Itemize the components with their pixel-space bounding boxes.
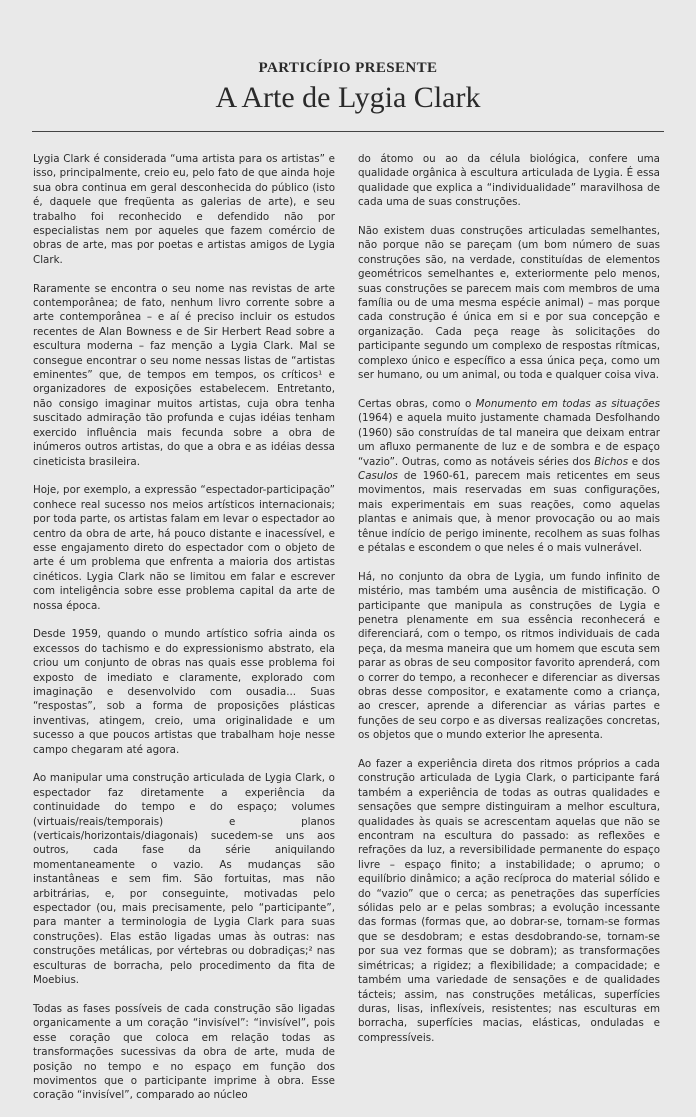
paragraph: [358, 397, 660, 555]
text-run: (1964) e aquela muito justamente chamada Desfolhando (1960) são construídas de tal maneira que deixam entrar um afluxo permanente de luz e de sombra e de espaço “vazio”. Outras, como as notáveis séries dos: [358, 412, 660, 468]
paragraph: Raramente se encontra o seu nome nas revistas de arte contemporânea; de fato, nenhum livro corrente sobre a arte contemporânea – e aí é preciso incluir os estudos recentes de Alan Bowness e de Sir Herbert Read sobre a escultura moderna – faz menção a Lygia Clark. Mal se consegue encontrar o seu nome nessas listas de “artistas eminentes” que, de tempos em tempos, os críticos¹ e organizadores de exposições estabelecem. Entretanto, não consigo imaginar muitos artistas, cuja obra tenha suscitado admiração tão profunda e cujas idéias tenham exercido influência mais fecunda sobre a obra de inúmeros outros artistas, do que a obra e as idéias dessa cineticista brasileira.: [33, 282, 335, 468]
paragraph: Ao manipular uma construção articulada de Lygia Clark, o espectador faz diretamente a experiência da continuidade do tempo e do espaço; volumes (virtuais/reais/temporais) e planos (verticais/horizontais/diagonais) sucedem-se uns aos outros, cada fase da série aniquilando momentaneamente o vazio. As mudanças são instantâneas e sem fim. São fortuitas, mas não arbitrárias, e, por conseguinte, motivadas pelo espectador (ou, mais precisamente, pelo “participante”, para manter a terminologia de Lygia Clark para suas construções). Elas estão ligadas umas às outras: nas construções metálicas, por vértebras ou dobradiças;² nas esculturas de borracha, pelo procedimento da fita de Moebius.: [33, 772, 335, 987]
text-run: de 1960-61, parecem mais reticentes em seus movimentos, mais reservadas em suas configurações, mais experimentais em suas reações, como aquelas plantas e animais que, à menor provocação ou ao mais tênue indício de perigo iminente, recolhem as suas folhas e pétalas e escondem o que neles é o mais vulnerável.: [358, 469, 660, 554]
work-title-italic: Casulos: [358, 469, 398, 482]
text-run: e dos: [628, 455, 660, 468]
work-title-italic: Monumento em todas as situações: [475, 397, 661, 410]
paragraph: Hoje, por exemplo, a expressão “espectador-participação” conhece real sucesso nos meios artísticos internacionais; por toda parte, os artistas falam em levar o espectador ao centro da obra de arte, há pouco distante e inacessível, e esse engajamento direto do espectador com o objeto de arte é um problema que enfrenta a maioria dos artistas cinéticos. Lygia Clark não se limitou em falar e escrever com inteligência sobre esse problema capital da arte de nossa época.: [33, 484, 335, 612]
article-title: A Arte de Lygia Clark: [215, 81, 481, 114]
right-column: [358, 152, 660, 1060]
paragraph: Todas as fases possíveis de cada construção são ligadas organicamente a um coração “invisível”: “invisível”, pois esse coração que coloca em relação todas as transformações sucessivas da obra de arte, muda de posição no tempo e no espaço em função dos movimentos que o participante imprime à obra. Esse coração “invisível”, comparado ao núcleo: [33, 1002, 335, 1102]
paragraph: do átomo ou ao da célula biológica, confere uma qualidade orgânica à escultura articulada de Lygia. É essa qualidade que explica a “individualidade” maravilhosa de cada uma de suas construções.: [358, 153, 660, 209]
paragraph: Há, no conjunto da obra de Lygia, um fundo infinito de mistério, mas também uma ausência de mistificação. O participante que manipula as construções de Lygia e penetra plenamente em sua essência reconhecerá e diferenciará, com o tempo, os ritmos individuais de cada peça, da mesma maneira que um homem que escuta sem parar as obras de seu compositor favorito aprenderá, com o correr do tempo, a reconhecer e diferenciar as diversas obras desse compositor, e exatamente como a criança, ao crescer, aprende a diferenciar as várias partes e funções de seu corpo e as diversas realizações concretas, os objetos que o mundo exterior lhe apresenta.: [358, 570, 660, 742]
title-divider: [32, 131, 664, 132]
paragraph: Desde 1959, quando o mundo artístico sofria ainda os excessos do tachismo e do expressionismo abstrato, ela criou um conjunto de obras nas quais esse problema foi exposto de imediato e claramente, explorado com imaginação e desenvolvido com ousadia... Suas “respostas”, sob a forma de proposições plásticas inventivas, atingem, creio, uma originalidade e um sucesso a que poucos artistas que trabalham hoje nesse campo chegaram até agora.: [33, 628, 335, 756]
section-kicker: PARTICÍPIO PRESENTE: [258, 60, 438, 76]
paragraph: Lygia Clark é considerada “uma artista para os artistas” e isso, principalmente, creio eu, pelo fato de que ainda hoje sua obra continua em geral desconhecida do público (isto é, daquele que freqüenta as galerias de arte), e seu trabalho foi reconhecido e defendido não por especialistas nem por aqueles que fazem comércio de obras de arte, mas por poetas e artistas amigos de Lygia Clark.: [33, 153, 335, 266]
text-run: Certas obras, como o: [358, 397, 476, 410]
paragraph: Não existem duas construções articuladas semelhantes, não porque não se pareçam (um bom número de suas construções são, na verdade, constituídas de elementos geométricos semelhantes e, exteriormente pelo menos, suas construções se parecem mais com membros de uma família ou de uma mesma espécie animal) – mas porque cada construção é única em si e por sua concepção e organização. Cada peça reage às solicitações do participante segundo um complexo de respostas rítmicas, complexo único e específico a essa única peça, como um ser humano, ou um animal, ou toda e qualquer coisa viva.: [358, 225, 660, 382]
left-column: [33, 152, 335, 1117]
work-title-italic: Bichos: [594, 455, 629, 468]
paragraph: Ao fazer a experiência direta dos ritmos próprios a cada construção articulada de Lygia Clark, o participante fará também a experiência de todas as outras qualidades e sensações que sempre distinguiram a melhor escultura, qualidades às quais se acrescentam aquelas que não se encontram na escultura do passado: as reflexões e refrações da luz, a reversibilidade permanente do espaço livre – espaço finito; a instabilidade; o aprumo; o equilíbrio dinâmico; a ação recíproca do material sólido e do “vazio” que o cerca; as penetrações das superfícies sólidas pelo ar e pelas sombras; a evolução incessante das formas (formas que, ao dobrar-se, tornam-se formas que se desdobram; e estas desdobrando-se, tornam-se por sua vez formas que se dobram); as transformações simétricas; a rigidez; a flexibilidade; a compacidade; e também uma variedade de sensações e de qualidades tácteis; assim, nas construções metálicas, superfícies duras, lisas, inflexíveis, resistentes; nas esculturas em borracha, superfícies macias, elásticas, onduladas e compressíveis.: [358, 758, 660, 1044]
